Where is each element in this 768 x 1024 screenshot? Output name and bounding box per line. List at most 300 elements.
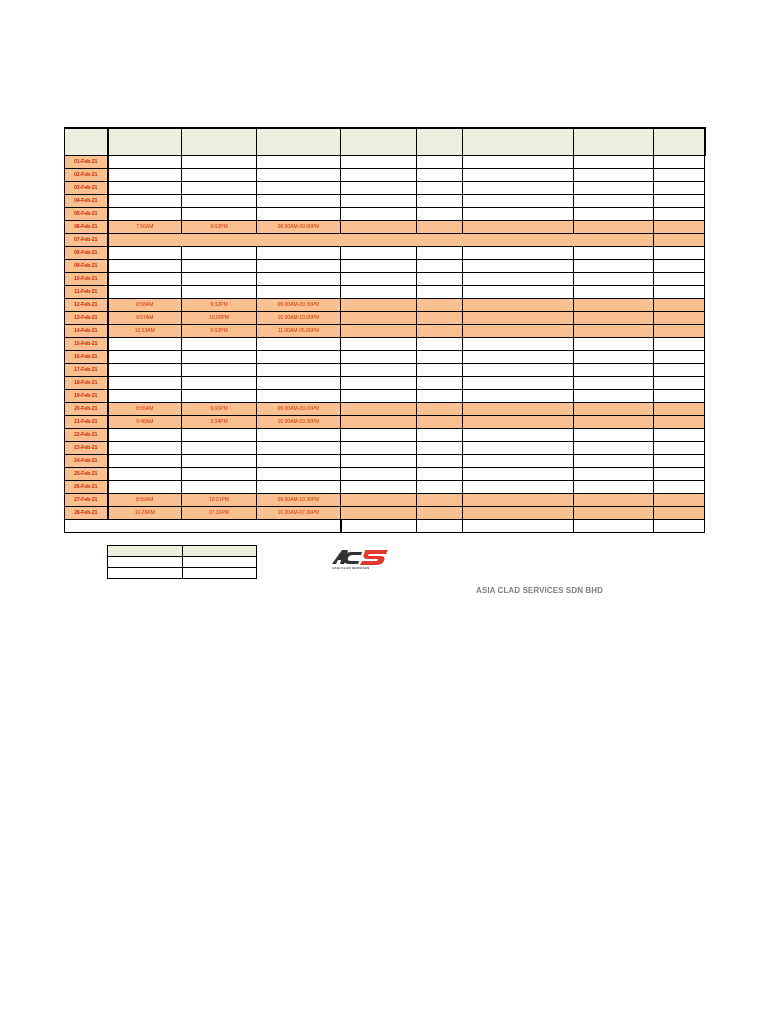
table-cell: [654, 286, 705, 299]
table-cell: [417, 481, 463, 494]
table-cell: [108, 377, 182, 390]
table-cell: 11.00AM-05.00PM: [257, 325, 341, 338]
table-row: [65, 182, 705, 195]
table-cell: [257, 364, 341, 377]
table-cell: [574, 377, 654, 390]
table-cell: [654, 442, 705, 455]
table-cell: [574, 429, 654, 442]
summary-cell: [182, 546, 257, 557]
table-cell: [463, 351, 574, 364]
table-cell: [463, 364, 574, 377]
table-cell: [574, 403, 654, 416]
table-cell: [654, 260, 705, 273]
table-cell: [182, 351, 257, 364]
table-cell: [417, 273, 463, 286]
date-cell: 23-Feb-21: [65, 442, 108, 455]
table-cell: [417, 325, 463, 338]
table-cell: [574, 338, 654, 351]
table-cell: [341, 351, 417, 364]
table-cell: [574, 299, 654, 312]
table-cell: [257, 377, 341, 390]
table-row: [65, 364, 705, 377]
table-cell: [108, 182, 182, 195]
table-cell: [463, 455, 574, 468]
table-cell: [574, 195, 654, 208]
table-cell: [341, 286, 417, 299]
table-cell: 10.00AM-10.00PM: [257, 312, 341, 325]
table-cell: 09.00AM-10.30PM: [257, 494, 341, 507]
table-cell: [182, 208, 257, 221]
table-row: [65, 507, 705, 520]
table-cell: [654, 338, 705, 351]
table-cell: [574, 182, 654, 195]
table-cell: [463, 442, 574, 455]
table-cell: [182, 156, 257, 169]
table-cell: 07.32PM: [182, 507, 257, 520]
table-cell: [463, 286, 574, 299]
date-cell: 24-Feb-21: [65, 455, 108, 468]
table-cell: [417, 221, 463, 234]
table-cell: [654, 455, 705, 468]
table-cell: [417, 455, 463, 468]
table-cell: [574, 390, 654, 403]
table-cell: [574, 507, 654, 520]
table-cell: [341, 468, 417, 481]
table-cell: [654, 416, 705, 429]
table-cell: [257, 195, 341, 208]
date-cell: 04-Feb-21: [65, 195, 108, 208]
header-cell: [341, 128, 417, 156]
table-cell: [574, 273, 654, 286]
table-cell: [257, 169, 341, 182]
table-cell: [463, 169, 574, 182]
table-cell: [417, 377, 463, 390]
summary-header-row: [108, 546, 257, 557]
date-cell: 08-Feb-21: [65, 247, 108, 260]
table-cell: [417, 169, 463, 182]
table-cell: [341, 260, 417, 273]
table-cell: [463, 429, 574, 442]
table-cell: [417, 468, 463, 481]
table-cell: [108, 247, 182, 260]
table-cell: 09.00AM-09.00PM: [257, 403, 341, 416]
table-cell: [417, 195, 463, 208]
table-cell: [654, 325, 705, 338]
table-cell: [341, 195, 417, 208]
table-cell: [463, 260, 574, 273]
date-cell: 22-Feb-21: [65, 429, 108, 442]
table-row: [65, 390, 705, 403]
table-cell: 5:02PM: [182, 325, 257, 338]
table-cell: [654, 247, 705, 260]
table-cell: [463, 481, 574, 494]
table-cell: [108, 156, 182, 169]
table-cell: [108, 429, 182, 442]
table-cell: [654, 169, 705, 182]
table-cell: [463, 507, 574, 520]
table-cell: [108, 195, 182, 208]
table-cell: [257, 481, 341, 494]
table-cell: [341, 403, 417, 416]
svg-text:ASIA CLAD SERVICES: ASIA CLAD SERVICES: [332, 566, 370, 570]
table-cell: [463, 156, 574, 169]
table-cell: [417, 286, 463, 299]
table-cell: [182, 442, 257, 455]
table-cell: [182, 481, 257, 494]
date-cell: 25-Feb-21: [65, 468, 108, 481]
table-cell: [574, 351, 654, 364]
table-cell: [182, 260, 257, 273]
table-cell: [108, 338, 182, 351]
date-cell: 27-Feb-21: [65, 494, 108, 507]
table-cell: [654, 351, 705, 364]
table-cell: [654, 507, 705, 520]
date-cell: 07-Feb-21: [65, 234, 108, 247]
table-cell: 10.28AM: [108, 507, 182, 520]
table-cell: [182, 338, 257, 351]
table-cell: [654, 156, 705, 169]
attendance-table: [64, 127, 706, 533]
table-cell: [341, 156, 417, 169]
table-cell: 08.00AM-09.00PM: [257, 221, 341, 234]
table-row: [65, 221, 705, 234]
table-cell: [417, 416, 463, 429]
table-cell: [341, 429, 417, 442]
table-cell: [463, 299, 574, 312]
table-cell: 9:02PM: [182, 221, 257, 234]
table-cell: [182, 286, 257, 299]
table-cell: [417, 260, 463, 273]
table-cell: 9.00PM: [182, 403, 257, 416]
table-row: [65, 442, 705, 455]
table-cell: [463, 273, 574, 286]
table-cell: [654, 468, 705, 481]
table-cell: [417, 208, 463, 221]
table-cell: [417, 247, 463, 260]
table-cell: [574, 208, 654, 221]
table-cell: [574, 442, 654, 455]
company-name: ASIA CLAD SERVICES SDN BHD: [476, 586, 604, 595]
table-cell: [257, 273, 341, 286]
table-cell: 10.00AM-03.30PM: [257, 416, 341, 429]
table-cell: 9:48AM: [108, 416, 182, 429]
table-row: [65, 273, 705, 286]
table-row: [65, 481, 705, 494]
table-cell: [574, 455, 654, 468]
table-cell: [182, 455, 257, 468]
table-cell: [108, 208, 182, 221]
footer-cell: [65, 520, 341, 533]
table-cell: [257, 390, 341, 403]
table-cell: [257, 442, 341, 455]
table-cell: [182, 377, 257, 390]
table-cell: [463, 208, 574, 221]
table-cell: [417, 299, 463, 312]
table-cell: [341, 338, 417, 351]
table-cell: [574, 481, 654, 494]
table-cell: [654, 182, 705, 195]
table-cell: [463, 221, 574, 234]
table-cell: 8:58AM: [108, 299, 182, 312]
table-cell: [257, 247, 341, 260]
table-cell: [257, 260, 341, 273]
table-cell: [574, 260, 654, 273]
table-cell: [108, 390, 182, 403]
table-cell: [257, 208, 341, 221]
table-cell: [654, 299, 705, 312]
summary-cell: [108, 557, 183, 568]
table-row: [65, 403, 705, 416]
date-cell: 19-Feb-21: [65, 390, 108, 403]
table-cell: [341, 221, 417, 234]
summary-table: [107, 545, 257, 579]
table-cell: [341, 455, 417, 468]
table-cell: [417, 507, 463, 520]
table-cell: [574, 312, 654, 325]
table-cell: [341, 182, 417, 195]
footer-cell: [654, 520, 705, 533]
date-cell: 10-Feb-21: [65, 273, 108, 286]
table-cell: [417, 429, 463, 442]
header-cell: [463, 128, 574, 156]
table-row: [65, 247, 705, 260]
table-cell: [574, 468, 654, 481]
table-cell: [182, 273, 257, 286]
table-cell: [654, 208, 705, 221]
summary-row: [108, 568, 257, 579]
date-cell: 03-Feb-21: [65, 182, 108, 195]
acs-logo: [330, 546, 390, 570]
table-cell: [654, 429, 705, 442]
footer-cell: [341, 520, 417, 533]
merged-cell: [108, 234, 654, 247]
footer-cell: [417, 520, 463, 533]
table-row: [65, 351, 705, 364]
summary-row: [108, 557, 257, 568]
footer-cell: [574, 520, 654, 533]
table-cell: [108, 364, 182, 377]
table-cell: [341, 442, 417, 455]
table-cell: [182, 182, 257, 195]
table-cell: [108, 351, 182, 364]
table-cell: [463, 247, 574, 260]
table-row: [65, 260, 705, 273]
header-row: [65, 128, 705, 156]
date-cell: 12-Feb-21: [65, 299, 108, 312]
table-cell: [182, 364, 257, 377]
table-cell: [257, 351, 341, 364]
header-cell: [108, 128, 182, 156]
table-cell: [654, 234, 705, 247]
date-cell: 21-Feb-21: [65, 416, 108, 429]
table-cell: [341, 247, 417, 260]
date-cell: 16-Feb-21: [65, 351, 108, 364]
table-row: [65, 494, 705, 507]
table-cell: [257, 156, 341, 169]
table-cell: [108, 286, 182, 299]
table-cell: [108, 468, 182, 481]
table-row: [65, 338, 705, 351]
table-row: [65, 455, 705, 468]
table-cell: [463, 377, 574, 390]
table-cell: [417, 390, 463, 403]
table-cell: [463, 195, 574, 208]
table-cell: [417, 403, 463, 416]
summary-cell: [182, 568, 257, 579]
date-cell: 13-Feb-21: [65, 312, 108, 325]
table-cell: [257, 338, 341, 351]
table-row: [65, 169, 705, 182]
table-cell: 10.30AM-07.30PM: [257, 507, 341, 520]
header-cell: [257, 128, 341, 156]
header-cell: [654, 128, 705, 156]
date-cell: 17-Feb-21: [65, 364, 108, 377]
table-cell: [257, 468, 341, 481]
table-cell: [182, 390, 257, 403]
table-cell: [108, 273, 182, 286]
table-cell: [463, 390, 574, 403]
table-row: [65, 234, 705, 247]
table-cell: [257, 182, 341, 195]
table-cell: [417, 338, 463, 351]
table-cell: [341, 377, 417, 390]
table-cell: [257, 455, 341, 468]
table-cell: [417, 351, 463, 364]
date-cell: 01-Feb-21: [65, 156, 108, 169]
table-cell: [341, 169, 417, 182]
summary-cell: [182, 557, 257, 568]
table-cell: [417, 364, 463, 377]
table-cell: [417, 182, 463, 195]
table-cell: [574, 169, 654, 182]
table-row: [65, 286, 705, 299]
footer-cell: [463, 520, 574, 533]
table-cell: [108, 481, 182, 494]
table-cell: [108, 455, 182, 468]
table-cell: [341, 390, 417, 403]
table-cell: [463, 403, 574, 416]
table-cell: [341, 364, 417, 377]
table-cell: 10.00PM: [182, 312, 257, 325]
date-cell: 05-Feb-21: [65, 208, 108, 221]
date-cell: 28-Feb-21: [65, 507, 108, 520]
date-cell: 18-Feb-21: [65, 377, 108, 390]
table-cell: [341, 299, 417, 312]
table-cell: [257, 429, 341, 442]
table-cell: [574, 325, 654, 338]
table-cell: [417, 494, 463, 507]
table-cell: [574, 247, 654, 260]
table-cell: [341, 312, 417, 325]
table-cell: [341, 325, 417, 338]
date-cell: 15-Feb-21: [65, 338, 108, 351]
date-cell: 11-Feb-21: [65, 286, 108, 299]
table-cell: [463, 494, 574, 507]
table-row: [65, 325, 705, 338]
table-cell: [341, 208, 417, 221]
table-cell: [654, 273, 705, 286]
date-cell: 14-Feb-21: [65, 325, 108, 338]
header-cell: [65, 128, 108, 156]
date-cell: 09-Feb-21: [65, 260, 108, 273]
footer-row: [65, 520, 705, 533]
table-cell: [654, 312, 705, 325]
header-cell: [417, 128, 463, 156]
table-cell: [108, 442, 182, 455]
table-row: [65, 208, 705, 221]
header-cell: [574, 128, 654, 156]
table-cell: [574, 156, 654, 169]
table-cell: [182, 169, 257, 182]
table-cell: [417, 442, 463, 455]
date-cell: 20-Feb-21: [65, 403, 108, 416]
table-cell: [574, 364, 654, 377]
date-cell: 02-Feb-21: [65, 169, 108, 182]
table-cell: [654, 195, 705, 208]
table-cell: 8:55AM: [108, 403, 182, 416]
table-cell: [654, 403, 705, 416]
table-row: [65, 156, 705, 169]
table-cell: [108, 260, 182, 273]
table-row: [65, 195, 705, 208]
table-cell: [654, 377, 705, 390]
table-cell: [417, 312, 463, 325]
table-cell: [654, 364, 705, 377]
table-cell: [341, 481, 417, 494]
table-cell: [463, 416, 574, 429]
table-cell: [654, 221, 705, 234]
table-cell: [574, 416, 654, 429]
table-cell: 9:57AM: [108, 312, 182, 325]
table-cell: [463, 182, 574, 195]
table-row: [65, 468, 705, 481]
table-cell: [182, 468, 257, 481]
table-row: [65, 299, 705, 312]
summary-cell: [108, 546, 183, 557]
table-cell: [257, 286, 341, 299]
table-cell: [182, 429, 257, 442]
table-cell: 10.53AM: [108, 325, 182, 338]
table-cell: [574, 221, 654, 234]
table-cell: [417, 156, 463, 169]
table-row: [65, 429, 705, 442]
table-row: [65, 312, 705, 325]
table-cell: [654, 494, 705, 507]
table-cell: [182, 195, 257, 208]
table-cell: [463, 325, 574, 338]
table-cell: [341, 416, 417, 429]
date-cell: 26-Feb-21: [65, 481, 108, 494]
table-cell: [463, 338, 574, 351]
table-cell: [341, 494, 417, 507]
header-cell: [182, 128, 257, 156]
table-row: [65, 377, 705, 390]
table-cell: [182, 247, 257, 260]
table-cell: [341, 507, 417, 520]
table-cell: [341, 273, 417, 286]
table-cell: [463, 312, 574, 325]
table-row: [65, 416, 705, 429]
table-cell: [654, 481, 705, 494]
table-cell: 09.00AM-09.30PM: [257, 299, 341, 312]
table-cell: [108, 169, 182, 182]
table-cell: 10:31PM: [182, 494, 257, 507]
table-cell: 7:56AM: [108, 221, 182, 234]
table-cell: 9:32PM: [182, 299, 257, 312]
table-cell: [463, 468, 574, 481]
date-cell: 06-Feb-21: [65, 221, 108, 234]
table-cell: 8:59AM: [108, 494, 182, 507]
